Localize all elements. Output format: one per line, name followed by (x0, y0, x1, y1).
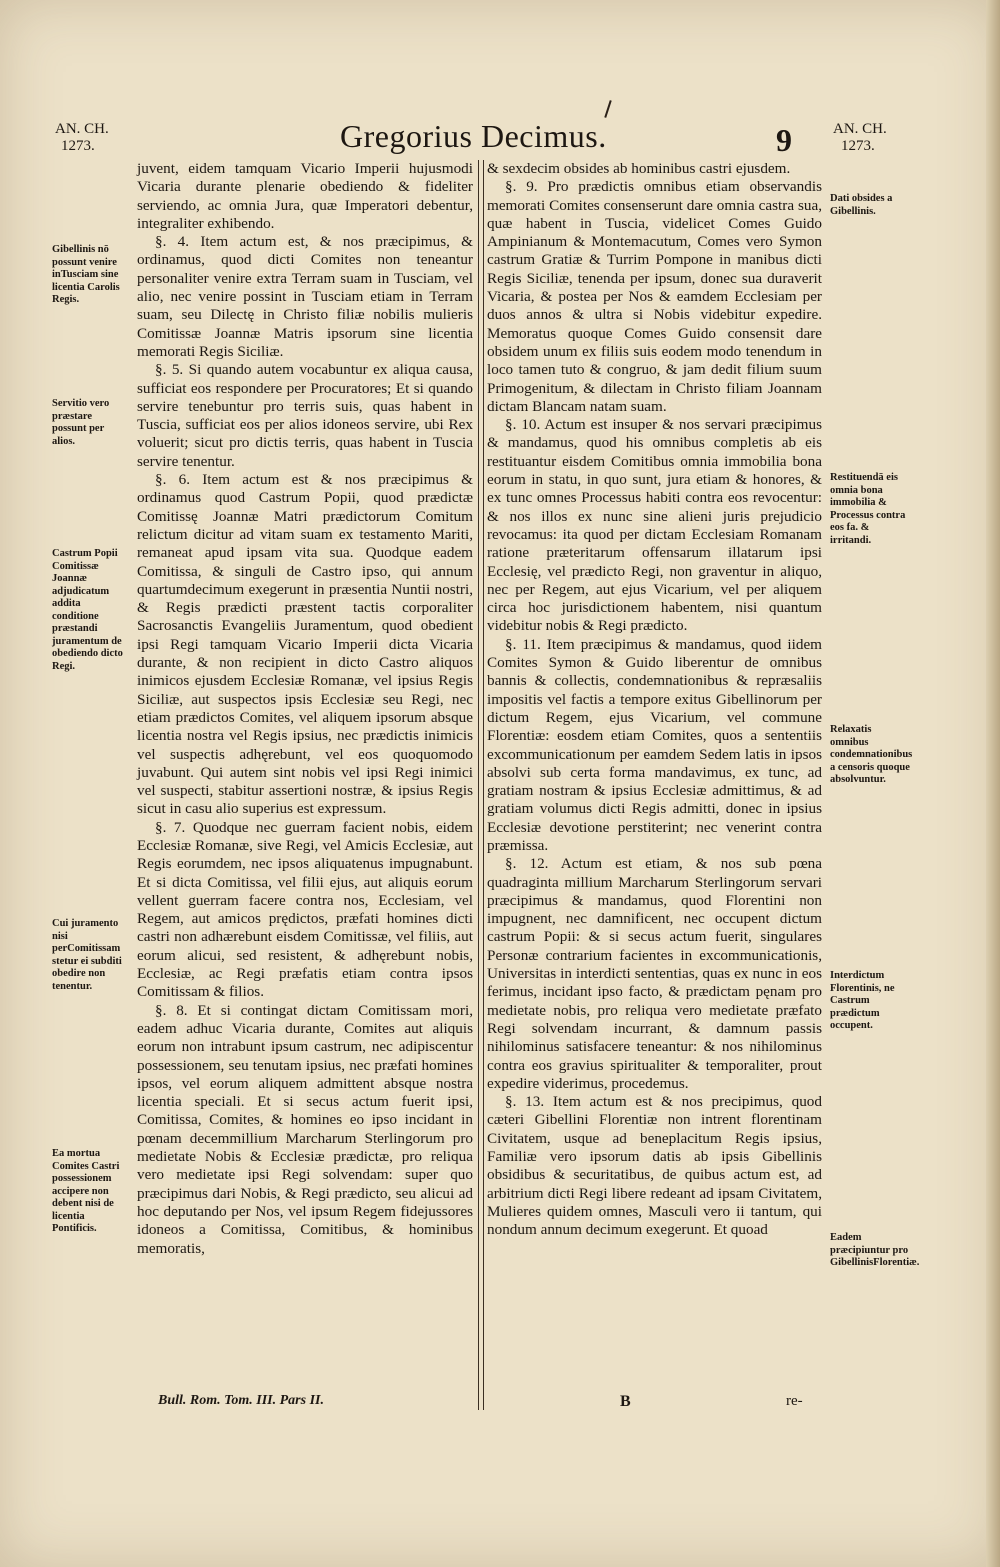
an-ch-label-left: AN. CH. (55, 121, 109, 137)
marginal-note-right-3: Relaxatis omnibus condemnationibus a censoris quoque absolvuntur. (830, 724, 913, 785)
paragraph-left-3: §. 5. Si quando autem vocabuntur ex aliqua causa, sufficiat eos respondere per Procuratores; Et si quando servire tenebuntur pro terris suis, quas habent in Tuscia, sufficiat eos per alios idoneos servire, ubi Rex voluerit; sicut pro dictis terris, quas habent in Tuscia servire tenentur. (137, 361, 473, 470)
paragraph-left-4: §. 6. Item actum est & nos præcipimus & ordinamus quod Castrum Popii, quod prædictæ Comitissę Joannæ Matri prædictorum Comitum relictum dicitur ad vitam suam ex testamento Mariti, remaneat apud ipsam vita sua. Quodque eadem Comitissa, & singuli de Castro ipso, qui annum quartumdecimum exegerunt in præsentia Nuntii nostri, & Regis prædicti præstent tactis corporaliter Sacrosanctis Evangeliis Juramentum, quod obedient ipsi Regi tamquam Vicario Imperii dicta Vicaria durante, & non recipient in dicto Castro aliquos inimicos ejusdem Ecclesiæ Romanæ, vel ipsius Regis Siciliæ, aut suspectos ipsis Ecclesiæ seu Regi, nec etiam prædictos Comites, vel aliquem ipsorum absque licentia nostra vel Regis ipsius, nec prædictis inimicis vel suspectis adhęrebunt, vel eos quoquomodo juvabunt. Qui autem sint nobis vel ipsi Regi inimici vel suspecti, stabitur assertioni nostræ, & ipsius Regis sicut in casu alio superius est expressum. (137, 471, 473, 818)
paragraph-right-4: §. 11. Item præcipimus & mandamus, quod iidem Comites Symon & Guido liberentur de omnibus bannis & collectis, condemnationibus & repræsaliis impositis vel factis a tempore exitus Gibellinorum per dictum Regem, ejus Vicarium, vel commune Florentiæ: eosdem etiam Comites, quos a sententiis excommunicationum per eamdem Sedem latis in ipsos absolvi sub certa forma mandavimus, ex tunc, ad gratiam nostram & ipsius Ecclesiæ admittimus, & ad gratiam volumus dicti Regis admitti, donec in ipsius Ecclesiæ devotione perstiterint; nec venerint contra præmissa. (487, 635, 822, 854)
marginal-note-left-4: Cui juramento nisi perComitissam stetur ei subditi obedire non tenentur. (52, 918, 122, 992)
marginal-note-right-4: Interdictum Florentinis, ne Castrum prædictum occupent. (830, 970, 895, 1031)
paragraph-left-6: §. 8. Et si contingat dictam Comitissam mori, eadem adhuc Vicaria durante, Comites aut aliquis eorum non intrabunt ipsum castrum, nec adipiscentur possessionem, seu tenutam ipsius, nec præfati homines ipsos, vel eorum aliquem admittent absque nostra licentia speciali. Et si secus actum fuerit ipsi, Comitissa, Comites, & homines eo ipso incidant in pœnam decemmillium Marcharum Sterlingorum pro medietate Nobis & Ecclesiæ prædictæ, pro reliqua vero medietate ipsi Regi solvendam: super quo præcipimus dari Nobis, & Regi prædicto, seu alicui ad hoc deputando per Nos, vel ipsum Regem fidejussores idoneos a Comitissa, Comitibus, & hominibus memoratis, (137, 1001, 473, 1257)
sheet-signature-mark: B (620, 1393, 631, 1410)
paragraph-left-1: juvent, eidem tamquam Vicario Imperii hujusmodi Vicaria durante plenarie obediendo & fideliter serviendo, ac omnia Jura, quæ Imperatori debentur, integraliter exhibendo. (137, 160, 473, 232)
page-number: 9 (776, 122, 792, 158)
page-edge (986, 0, 1000, 1567)
marginal-note-right-2: Restituendā eis omnia bona immobilia & Processus contra eos fa. & irritandi. (830, 472, 906, 546)
paragraph-right-6: §. 13. Item actum est & nos precipimus, quod cæteri Gibellini Florentiæ non intrent florentinam Civitatem, usque ad beneplacitum Regis ipsius, Familiæ vero ipsorum datis ab ipsis Gibellinis obsidibus & securitatibus, de quibus actum est, ad arbitrium dicti Regi libere redeant ad ipsam Civitatem, Mulieres quidem omnes, Masculi vero ii tantum, qui nondum annum decimum exegerunt. Et quoad (487, 1093, 822, 1239)
marginal-note-right-1: Dati obsides a Gibellinis. (830, 193, 893, 217)
marginal-note-right-5: Eadem præcipiuntur pro GibellinisFlorentiæ. (830, 1232, 920, 1268)
marginal-note-left-2: Servitio vero præstare possunt per alios. (52, 398, 110, 447)
year-header-right (833, 121, 887, 155)
text-column-right (487, 160, 822, 1240)
marginal-note-left-5: Ea mortua Comites Castri possessionem accipere non debent nisi de licentia Pontificis. (52, 1148, 120, 1234)
page-title: Gregorius Decimus. (340, 118, 607, 154)
paragraph-right-3: §. 10. Actum est insuper & nos servari præcipimus & mandamus, quod his omnibus completis ab eis restituantur eisdem Comitibus omnia immobilia bona eorum in statu, in quo sunt, jura etiam & honores, & ex tunc omnes Processus habiti contra eos revocentur: & nos illos ex nunc sine alieni juris prejudicio revocamus: ita quod per dictam Ecclesiam Romanam ratione præteritarum offensarum illatarum ipsi Ecclesię, vel prædicto Regi, non graventur in aliquo, nec per Regem, aut ejus Vicarium, vel per aliquem circa hoc jurisdictionem habentem, nisi quantum videbitur nobis & Regi prædicto. (487, 416, 822, 635)
paragraph-left-5: §. 7. Quodque nec guerram facient nobis, eidem Ecclesiæ Romanæ, sive Regi, vel Amicis Ecclesiæ, aut Regis eorumdem, nec ipsos aliquatenus impugnabunt. Et si dicta Comitissa, vel filii ejus, aut aliquis eorum vellent guerram facere contra nos, Ecclesiam, vel Regem, aut amicos prędictos, præfati homines dicti castri non adhærebunt eisdem Comitissæ, vel filiis, aut eorum alicui, sed resistent, & adhęrebunt nobis, Ecclesiæ, ac Regi præfatis etiam contra ipsos Comitissam & filios. (137, 818, 473, 1001)
pen-mark (604, 100, 611, 118)
year-right: 1273. (841, 138, 875, 154)
catchword: re- (786, 1393, 803, 1409)
paragraph-right-5: §. 12. Actum est etiam, & nos sub pœna quadraginta millium Marcharum Sterlingorum servari præcipimus & mandamus, quod Florentini non impugnent, nec damnificent, nec occupent dictum castrum Popii: & si secus actum fuerit, singulares Personæ contrarium facientes in excommunicationis, Universitas in interdicti sententias, quas ex nunc in eos ferimus, incidant ipso facto, & prædictam pęnam pro medietate nobis, pro reliqua vero medietate præfato Regi solvendam incurrant, & damnum passis nihilominus satisfacere teneantur: & nos nihilominus contra eos gravius spiritualiter & temporaliter, prout expedire viderimus, procedemus. (487, 855, 822, 1092)
paragraph-right-2: §. 9. Pro prædictis omnibus etiam observandis memorati Comites consenserunt dare omnia castra sua, quæ habent in Tuscia, videlicet Comes Guido Ampinianum & Montemacutum, Comes vero Symon castrum Gratiæ & Turrim Pompone in manibus dicti Regis Siciliæ, tenenda per ipsum, donec sua duraverit Vicaria, & postea per Nos & eamdem Ecclesiam per duos annos & ultra si Nobis videbitur expedire. Memoratus quoque Comes Guido consensit dare obsidem unum ex filiis suis eodem modo tenendum in loco tamen tuto & congruo, & jam dedit filium suum Primogenitum, & dilectam in Christo filiam Joannam dictam Blancam natam suam. (487, 178, 822, 415)
paragraph-left-2: §. 4. Item actum est, & nos præcipimus, & ordinamus, quod dicti Comites non teneantur personaliter venire extra Terram suam in Tusciam, vel alio, nec venire possint in Tusciam etiam in Terram suam, seu Dilectę in Christo filiæ nobilis mulieris Comitissæ Joannæ Matris ipsorum sine licentia memorati Regis Siciliæ. (137, 233, 473, 360)
column-divider (478, 160, 484, 1410)
marginal-note-left-1: Gibellinis nō possunt venire inTusciam sine licentia Carolis Regis. (52, 244, 120, 305)
signature-line: Bull. Rom. Tom. III. Pars II. (158, 1393, 324, 1408)
paragraph-right-1: & sexdecim obsides ab hominibus castri ejusdem. (487, 160, 791, 177)
year-left: 1273. (61, 138, 95, 154)
text-column-left (137, 160, 473, 1258)
marginal-note-left-3: Castrum Popii Comitissæ Joannæ adjudicatum addita conditione præstandi juramentum de obediendo dicto Regi. (52, 548, 123, 672)
year-header-left (55, 121, 109, 155)
an-ch-label-right: AN. CH. (833, 121, 887, 137)
